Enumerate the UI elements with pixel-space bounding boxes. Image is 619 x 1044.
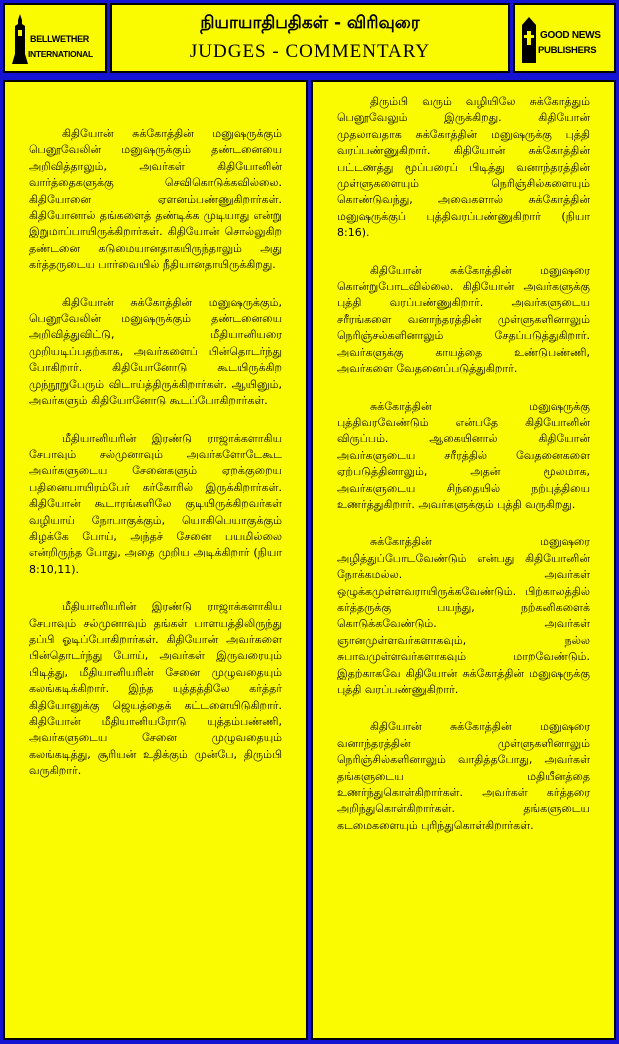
book-icon bbox=[522, 17, 536, 63]
title-english: JUDGES - COMMENTARY bbox=[189, 41, 431, 62]
right-column bbox=[311, 80, 616, 1040]
logo-right-line2: PUBLISHERS bbox=[538, 45, 597, 56]
title-tamil: நியாயாதிபதிகள் - விரிவுரை bbox=[200, 13, 420, 33]
right-paragraph-4: சுக்கோத்தின் மனுஷரை அழித்துப்போடவேண்டும் என்பது கிதியோனின் நோக்கமல்ல. அவர்கள் ஒழுக்கமுள்ளவராயிருக்கவேண்டும். பிற்காலத்தில் கர்த்தருக்கு பயந்து, நற்கனிகளைக் கொடுக்கவேண்டும். அவர்கள் ஞானமுள்ளவர்களாகவும், நல்ல சுபாவமுள்ளவர்களாகவும் மாறவேண்டும். இதற்காகவே கிதியோன் சுக்கோத்தின் மனுஷருக்கு புத்தி வரப்பண்ணுகிறார். bbox=[337, 535, 590, 696]
right-paragraph-3: சுக்கோத்தின் மனுஷருக்கு புத்திவரவேண்டும் என்பதே கிதியோனின் விருப்பம். ஆகையினால் கிதியோன் அவர்களுடைய சரீரத்தில் வேதனைகளை ஏற்படுத்தினாலும், அதன் மூலமாக, அவர்களுடைய சிந்தையில் நற்புத்தியை உணர்த்துகிறார். அவர்களுக்கும் புத்தி வருகிறது. bbox=[337, 399, 590, 511]
left-paragraph-1: கிதியோன் சுக்கோத்தின் மனுஷருக்கும் பெனூவேலின் மனுஷருக்கும் தண்டனையை அறிவித்தாலும், அவர்கள் கிதியோனின் வார்த்தைகளுக்கு செவிகொடுக்கவில்லை. கிதியோனை ஏளனம்பண்ணுகிறார்கள். கிதியோனால் தங்களைத் தண்டிக்க முடியாது என்று இறுமாப்பாயிருக்கிறார்கள். கிதியோன் சொல்லுகிற தண்டனை கடுமையானதாகயிருந்தாலும் அது கர்த்தருடைய பார்வையில் நீதியானதாயிருக்கிறது. bbox=[29, 127, 282, 272]
logo-left-line2: INTERNATIONAL bbox=[28, 49, 93, 59]
left-paragraph-4: மீதியானியரின் இரண்டு ராஜாக்களாகிய சேபாவும் சல்முனாவும் தங்கள் பாளயத்திலிருந்து தப்பி ஓடிப்போகிறார்கள். கிதியோன் அவர்களை பின்தொடர்ந்து போய், அவர்கள் இருவரையும் பிடித்து, மீதியானியரின் சேனை முழுவதையும் கலங்கடிக்கிறார். இந்த யுத்தத்திலே கர்த்தர் கிதியோனுக்கு ஜெயத்தைக் கட்டளையிடுகிறார். கிதியோன் மீதியானியரோடு யுத்தம்பண்ணி, அவர்களுடைய சேனை முழுவதையும் கலங்கடித்து, சூரியன் உதிக்கும் முன்பே, திரும்பி வருகிறார். bbox=[29, 600, 282, 778]
right-paragraph-1: திரும்பி வரும் வழியிலே சுக்கோத்தும் பெனூவேலும் இருக்கிறது. கிதியோன் முதலாவதாக சுக்கோத்தின் மனுஷருக்கு புத்தி வரப்பண்ணுகிறார். கிதியோன் சுக்கோத்தின் பட்டணத்து மூப்பரைப் பிடித்து வனாந்தரத்தின் முள்ளுகளையும் நெரிஞ்சில்களையும் கொண்டுவந்து, அவைகளால் சுக்கோத்தின் மனுஷருக்குப் புத்திவரப்பண்ணுகிறார் (நியா 8:16). bbox=[337, 95, 590, 240]
bellwether-logo bbox=[3, 3, 107, 73]
left-paragraph-3: மீதியானியரின் இரண்டு ராஜாக்களாகிய சேபாவும் சல்முனாவும் அவர்களோடேகூட அவர்களுடைய சேனைகளும் ஏறக்குறைய பதினையாயிரம்பேர் கர்கோரில் இருக்கிறார்கள். கிதியோன் கூடாரங்களிலே குடியிருக்கிறவர்கள் வழியாய் நோபாகுக்கும், யொகிபெயாகுக்கும் கிழக்கே போய், அந்தச் சேனை பயமில்லை என்றிருந்த போது, அதை முறிய அடிக்கிறார் (நியா 8:10,11). bbox=[29, 431, 282, 576]
logo-right-line1: GOOD NEWS bbox=[540, 30, 601, 41]
good-news-logo bbox=[513, 3, 616, 73]
bell-tower-icon bbox=[12, 14, 28, 64]
left-column bbox=[3, 80, 308, 1040]
logo-left-line1: BELLWETHER bbox=[30, 34, 89, 44]
header bbox=[0, 0, 619, 78]
right-paragraph-2: கிதியோன் சுக்கோத்தின் மனுஷரை கொன்றுபோடவில்லை. கிதியோன் அவர்களுக்கு புத்தி வரப்பண்ணுகிறார். அவர்களுடைய சரீரங்களை வனாந்தரத்தின் முள்ளுகளினாலும் நெரிஞ்சல்களினாலும் சேதப்படுத்துகிறார். அவர்களுக்கு காயத்தை உண்டுபண்ணி, அவர்களை வேதனைப்படுத்துகிறார். bbox=[337, 263, 590, 376]
left-paragraph-2: கிதியோன் சுக்கோத்தின் மனுஷருக்கும், பெனூவேலின் மனுஷருக்கும் தண்டனையை அறிவித்துவிட்டு, மீதியானியரை முறியடிப்பதற்காக, அவர்களைப் பின்தொடர்ந்து போகிறார். கிதியோனோடு கூடயிருக்கிற முந்நூறுபேரும் விடாய்த்திருக்கிறார்கள். ஆயினும், அவர்களும் கிதியோனோடு கூடப்போகிறார்கள். bbox=[29, 295, 282, 408]
right-paragraph-5: கிதியோன் சுக்கோத்தின் மனுஷரை வனாந்தரத்தின் முள்ளுகளினாலும் நெரிஞ்சில்களினாலும் வாதித்தபோது, அவர்கள் தங்களுடைய மதியீனத்தை உணர்ந்துகொள்கிறார்கள். அவர்கள் கர்த்தரை அறிந்துகொள்கிறார்கள். தங்களுடைய கடமைகளையும் புரிந்துகொள்கிறார்கள். bbox=[337, 720, 590, 832]
title-box bbox=[110, 3, 510, 73]
